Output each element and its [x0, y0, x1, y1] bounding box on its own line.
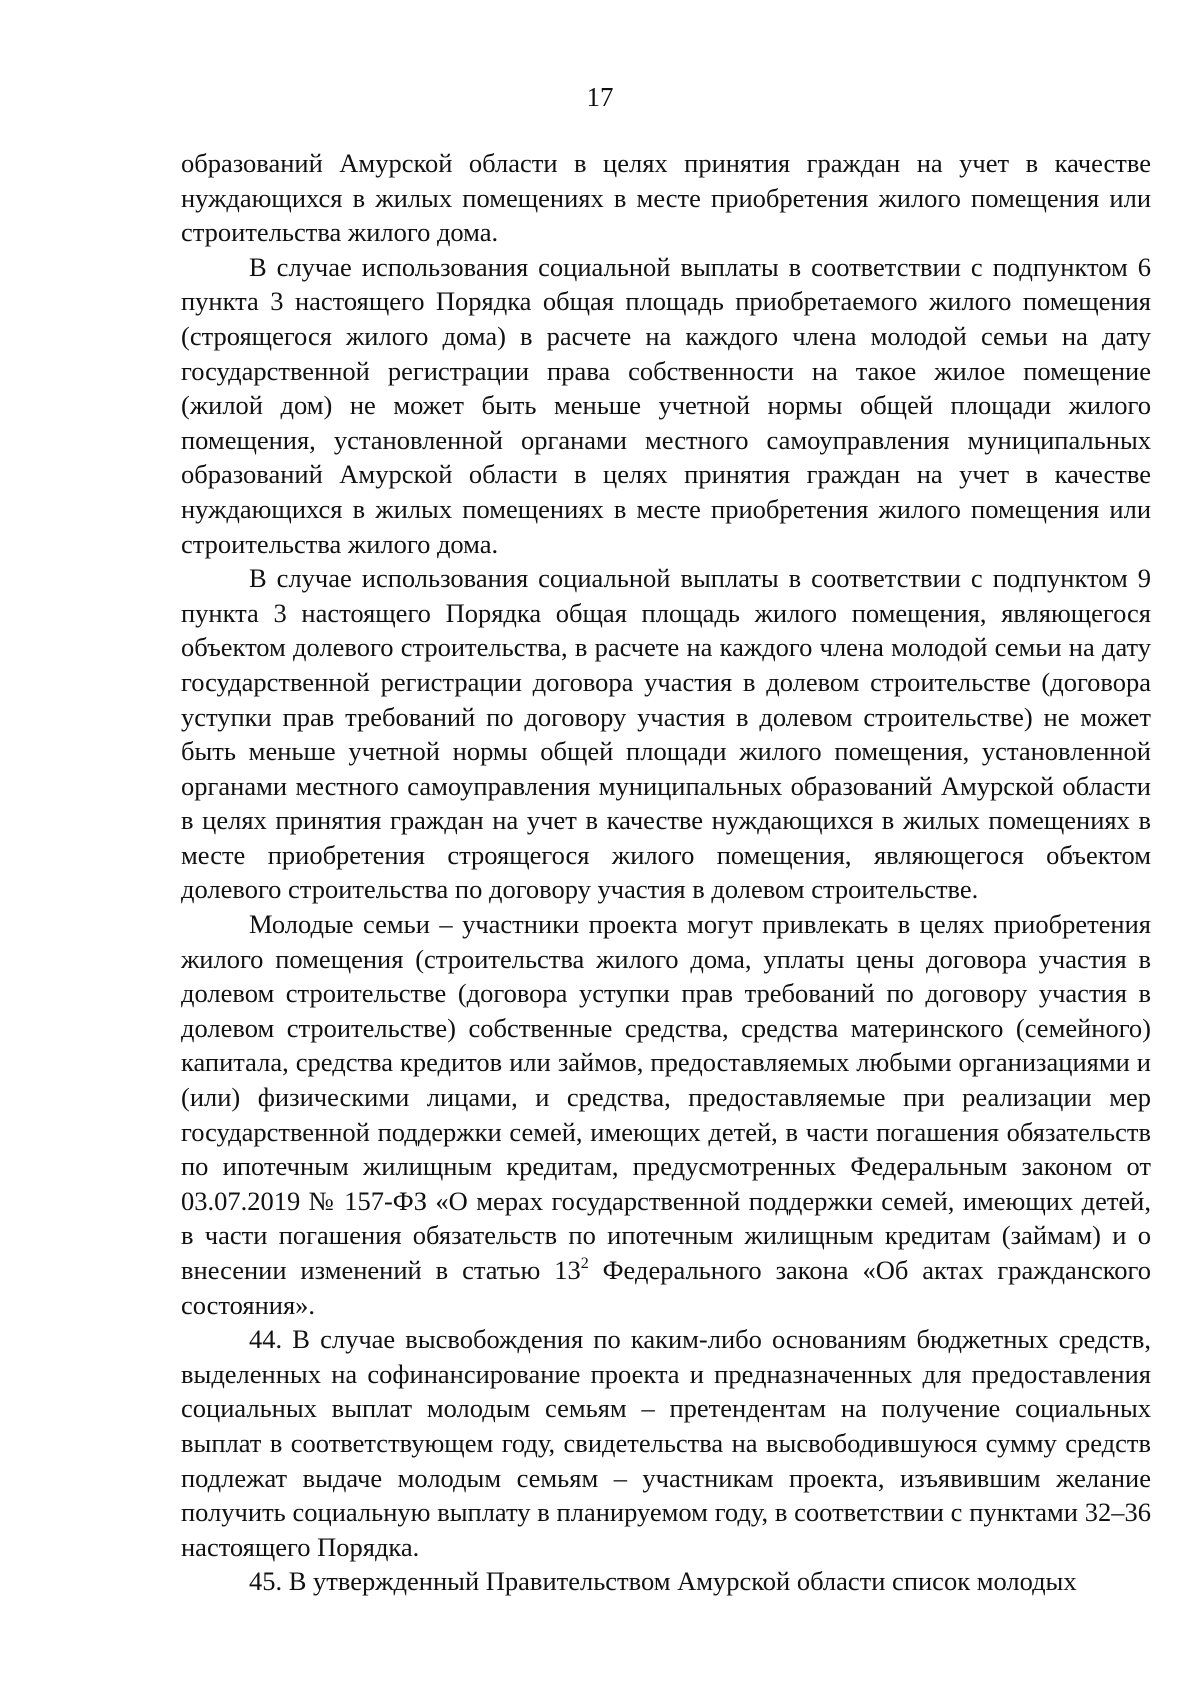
paragraph-item-44: 44. В случае высвобождения по каким-либо основаниям бюджетных средств, выделенных на софинансирование проекта и предназначенных для предоставления социальных выплат молодым семьям – претендентам на получение социальных выплат в соответствующем году, свидетельства на высвободившуюся сумму средств подлежат выдаче молодым семьям – участникам проекта, изъявившим желание получить социальную выплату в планируемом году, в соответствии с пунктами 32–36 настоящего Порядка. [181, 1324, 1151, 1562]
paragraph-subpoint-6-area: В случае использования социальной выплаты в соответствии с подпунктом 6 пункта 3 настоящего Порядка общая площадь приобретаемого жилого помещения (строящегося жилого дома) в расчете на каждого члена молодой семьи на дату государственной регистрации права собственности на такое жилое помещение (жилой дом) не может быть меньше учетной нормы общей площади жилого помещения, установленной органами местного самоуправления муниципальных образований Амурской области в целях принятия граждан на учет в качестве нуждающихся в жилых помещениях в месте приобретения жилого помещения или строительства жилого дома. [181, 251, 1151, 559]
paragraph-funding-sources [181, 907, 1151, 1322]
document-body [181, 146, 1151, 1599]
paragraph-continuation: образований Амурской области в целях принятия граждан на учет в качестве нуждающихся в жилых помещениях в месте приобретения жилого помещения или строительства жилого дома. [181, 148, 1151, 248]
paragraph-subpoint-9-area: В случае использования социальной выплаты в соответствии с подпунктом 9 пункта 3 настоящего Порядка общая площадь жилого помещения, являющегося объектом долевого строительства, в расчете на каждого члена молодой семьи на дату государственной регистрации договора участия в долевом строительстве (договора уступки прав требований по договору участия в долевом строительстве) не может быть меньше учетной нормы общей площади жилого помещения, установленной органами местного самоуправления муниципальных образований Амурской области в целях принятия граждан на учет в качестве нуждающихся в жилых помещениях в месте приобретения строящегося жилого помещения, являющегося объектом долевого строительства по договору участия в долевом строительстве. [181, 563, 1151, 905]
paragraph-funding-sources-text: Молодые семьи – участники проекта могут привлекать в целях приобретения жилого помещения (строительства жилого дома, уплаты цены договора участия в долевом строительстве (договора уступки прав требований по договору участия в долевом строительстве) собственные средства, средства материнского (семейного) капитала, средства кредитов или займов, предоставляемых любыми организациями и (или) физическими лицами, и средства, предоставляемые при реализации мер государственной поддержки семей, имеющих детей, в части погашения обязательств по ипотечным жилищным кредитам, предусмотренных Федеральным законом от 03.07.2019 № 157-ФЗ «О мерах государственной поддержки семей, имеющих детей, в части погашения обязательств по ипотечным жилищным кредитам (займам) и о внесении изменений в статью 13 [181, 909, 1151, 1285]
paragraph-item-45: 45. В утвержденный Правительством Амурской области список молодых [249, 1566, 1077, 1597]
page-number: 17 [586, 82, 614, 112]
article-superscript: 2 [580, 1255, 589, 1272]
paragraph-funding-sources-tail: Федерального закона «Об актах гражданского состояния». [181, 1255, 1151, 1320]
